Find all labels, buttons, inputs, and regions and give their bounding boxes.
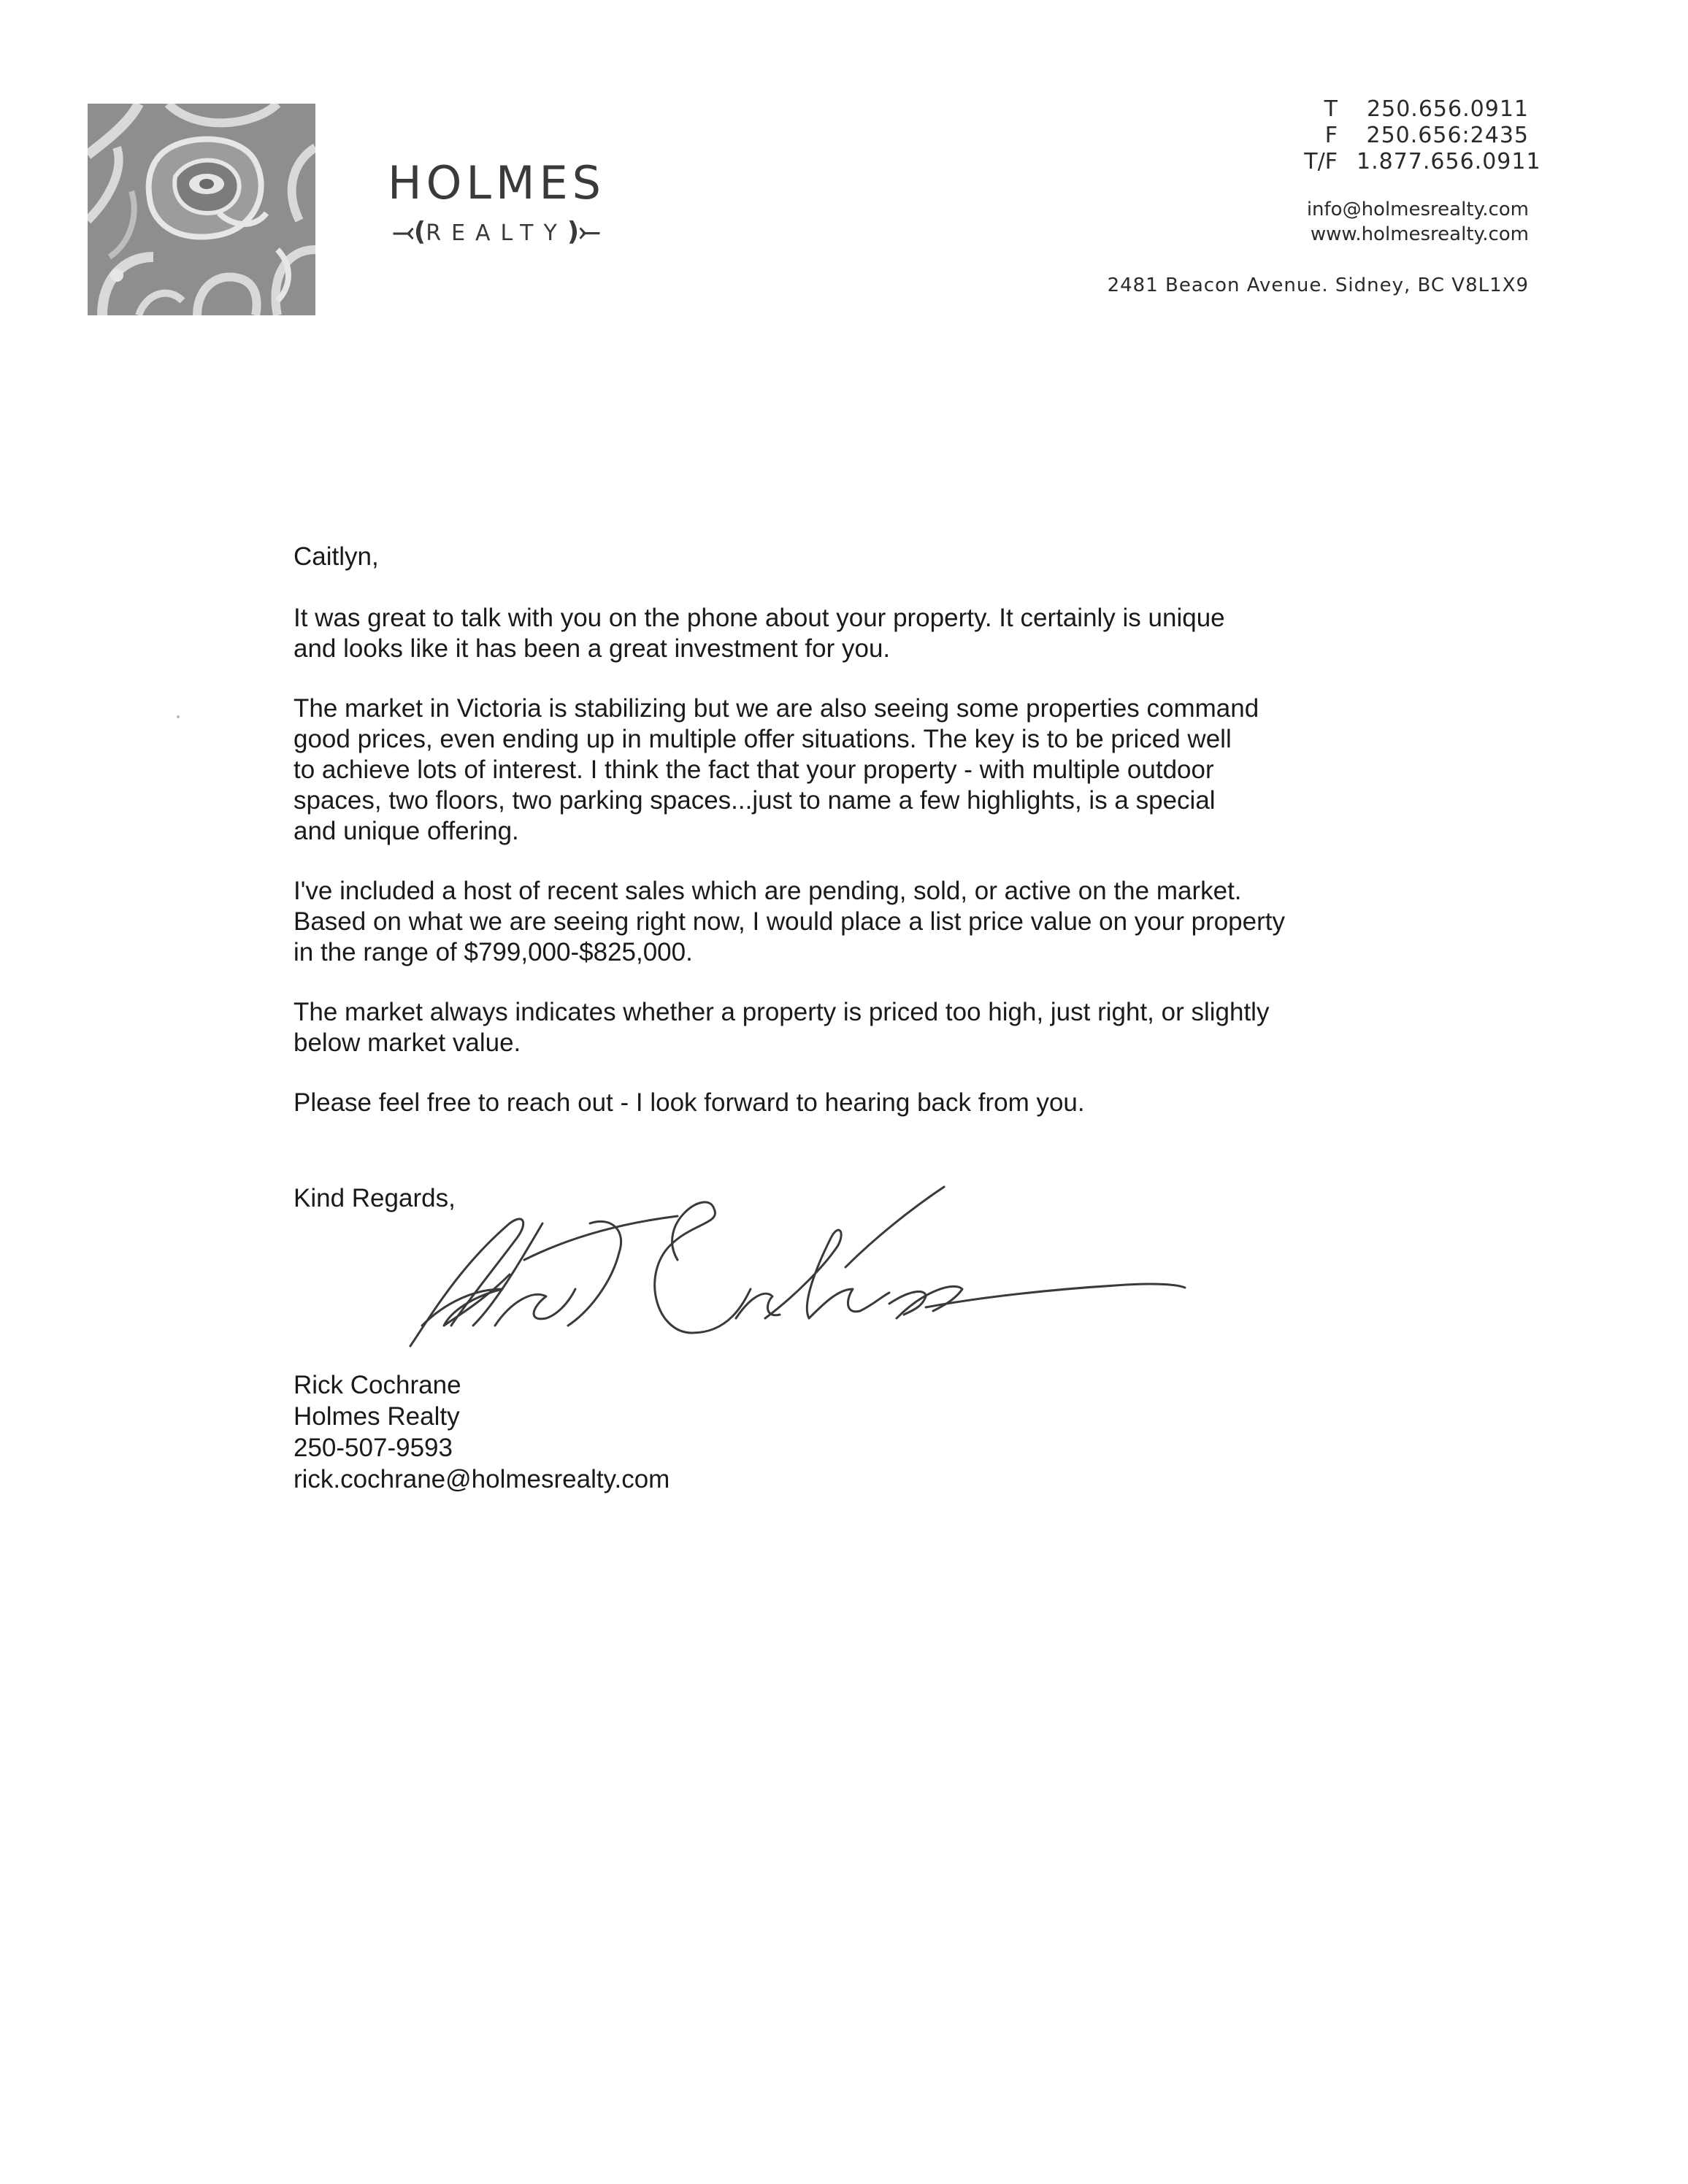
- phone-number: 250.656.0911: [1367, 96, 1529, 122]
- signer-block: [294, 1369, 670, 1495]
- paragraph-2: The market in Victoria is stabilizing but we are also seeing some properties command good prices, even ending up in multiple offer situations. The key is to be priced well to achieve lots of interest. I think the fact that your property - with multiple outdoor spaces, two floors, two parking spaces...just to name a few highlights, is a special and unique offering.: [294, 694, 1259, 845]
- phone-label: F: [1324, 123, 1338, 148]
- closing: Kind Regards,: [294, 1184, 456, 1212]
- signature-icon: [400, 1180, 1196, 1362]
- phone-label: T/F: [1304, 149, 1338, 174]
- company-logo: [88, 104, 315, 315]
- company-website: www.holmesrealty.com: [1310, 223, 1529, 245]
- left-bracket-icon: ⤙(: [392, 217, 426, 247]
- brand-sub-text: REALTY: [426, 220, 567, 246]
- phone-number: 1.877.656.0911: [1357, 149, 1541, 174]
- company-email: info@holmesrealty.com: [1306, 199, 1529, 220]
- salutation: Caitlyn,: [294, 542, 379, 571]
- company-address: 2481 Beacon Avenue. Sidney, BC V8L1X9: [1107, 274, 1529, 296]
- brand-wordmark: [358, 156, 635, 247]
- signer-name: Rick Cochrane: [294, 1371, 461, 1399]
- phone-row-telephone: [1108, 96, 1529, 123]
- paragraph-4: The market always indicates whether a property is priced too high, just right, or slightly below market value.: [294, 998, 1270, 1057]
- phone-row-tollfree: [1108, 149, 1541, 175]
- phone-label: T: [1324, 96, 1338, 122]
- phone-row-fax: [1108, 123, 1529, 149]
- web-contacts: [1108, 197, 1529, 247]
- brand-subtitle: [358, 219, 635, 245]
- paragraph-1: It was great to talk with you on the phone about your property. It certainly is unique and looks like it has been a great investment for you.: [294, 604, 1225, 663]
- signer-phone: 250-507-9593: [294, 1434, 453, 1462]
- signer-company: Holmes Realty: [294, 1402, 460, 1431]
- signer-email: rick.cochrane@holmesrealty.com: [294, 1465, 670, 1493]
- scan-speck: [177, 715, 180, 718]
- handwritten-signature: [400, 1180, 1196, 1362]
- letter-body: [294, 542, 1403, 1147]
- contact-block: [1107, 96, 1541, 296]
- phone-number: 250.656:2435: [1366, 123, 1529, 148]
- formline-art-logo-icon: [88, 104, 315, 315]
- paragraph-3: I've included a host of recent sales which are pending, sold, or active on the market. Based on what we are seeing right now, I would place a list price value on your property in the range of $799,000-$825,000.: [294, 877, 1285, 966]
- right-bracket-icon: )⤚: [567, 217, 601, 247]
- paragraph-5: Please feel free to reach out - I look forward to hearing back from you.: [294, 1088, 1085, 1117]
- brand-name: HOLMES: [388, 156, 605, 209]
